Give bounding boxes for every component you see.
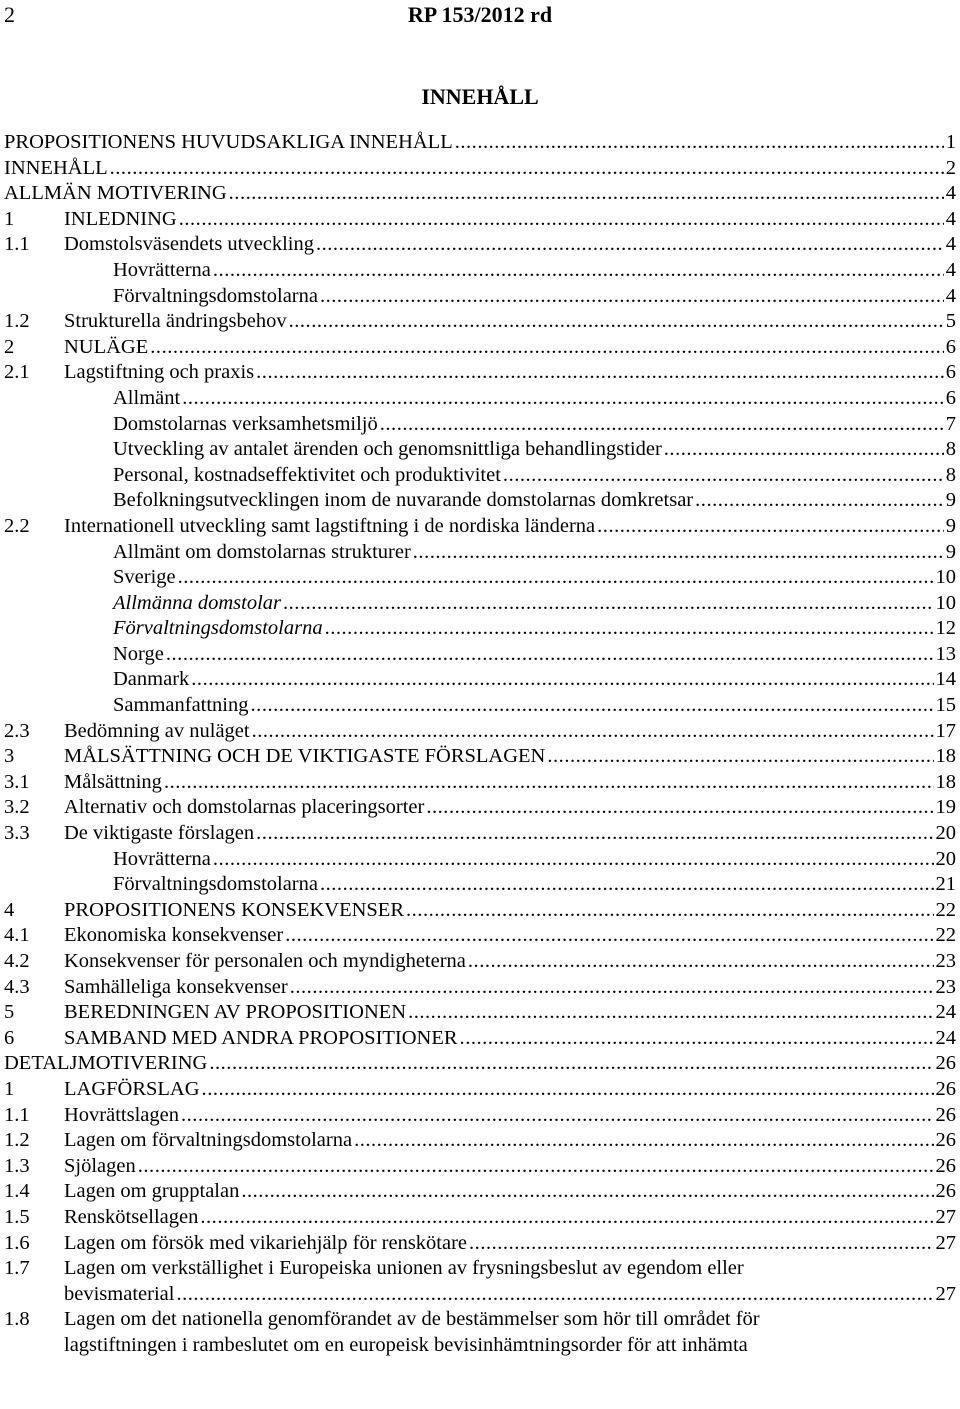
toc-entry[interactable] [4,591,956,617]
toc-entry[interactable] [4,719,956,745]
toc-entry[interactable] [4,975,956,1001]
toc-page-number: 10 [935,566,956,589]
toc-entry-title: Alternativ och domstolarnas placeringsorter [64,796,425,819]
toc-entry[interactable] [4,770,956,796]
toc-page-number: 4 [945,207,956,230]
toc-leader-dots [110,156,944,182]
toc-entry-body [64,360,956,386]
toc-leader-dots [138,1154,934,1180]
toc-entry-title: BEREDNINGEN AV PROPOSITIONEN [64,1001,407,1024]
toc-entry-number: 5 [4,1001,15,1024]
toc-entry-title: Utveckling av antalet ärenden och genomsnittliga behandlingstider [113,438,662,461]
toc-entry-title: Förvaltningsdomstolarna [113,873,318,896]
toc-entry-title: Renskötsellagen [64,1205,199,1228]
toc-entry-number: 1.2 [4,310,30,333]
toc-entry-number: 2.3 [4,719,30,742]
toc-entry-body [64,719,956,745]
toc-entry-number: 1.4 [4,1180,30,1203]
toc-entry-body [113,437,956,463]
toc-entry-title: Danmark [113,668,190,691]
toc-page-number: 6 [945,386,956,409]
toc-entry-title: Norge [113,642,164,665]
toc-entry-title: Lagen om det nationella genomförandet av de bestämmelser som hör till området för [64,1308,760,1331]
toc-entry[interactable] [4,1000,956,1026]
toc-entry[interactable] [4,437,956,463]
toc-entry-title: Hovrätterna [113,847,211,870]
toc-page-number: 23 [935,975,956,998]
toc-entry-number: 3.1 [4,770,30,793]
toc-entry-body [64,1128,956,1154]
toc-page-number: 24 [935,1026,956,1049]
toc-entry-title: Målsättning [64,770,162,793]
toc-page-number: 6 [945,335,956,358]
toc-entry-title: Internationell utveckling samt lagstiftning i de nordiska länderna [64,514,596,537]
toc-entry[interactable] [4,207,956,233]
toc-leader-dots [213,847,934,873]
toc-page-number: 4 [945,182,956,205]
toc-leader-dots [664,437,944,463]
toc-leader-dots [406,898,934,924]
toc-leader-dots [229,181,944,207]
toc-entry-number: 3.3 [4,822,30,845]
toc-entry[interactable] [4,872,956,898]
toc-entry-body [64,744,956,770]
toc-entry[interactable] [4,565,956,591]
toc-entry-title: Sjölagen [64,1154,136,1177]
toc-entry-number: 6 [4,1026,15,1049]
toc-entry-title: Befolkningsutvecklingen inom de nuvarande domstolarnas domkretsar [113,489,694,512]
toc-entry[interactable] [4,667,956,693]
toc-entry-title: Allmänt [113,386,181,409]
toc-leader-dots [413,540,944,566]
toc-page-number: 4 [945,233,956,256]
toc-leader-dots [256,821,933,847]
toc-page-number: 17 [935,719,956,742]
toc-page-number: 5 [945,310,956,333]
toc-entry-body [64,207,956,233]
toc-entry-body [113,616,956,642]
toc-leader-dots [241,1179,933,1205]
toc-entry[interactable] [4,463,956,489]
toc-entry-number: 1 [4,1077,15,1100]
toc-entry-title: Hovrättslagen [64,1103,179,1126]
toc-page-number: 23 [935,950,956,972]
toc-page-number: 21 [935,873,956,896]
toc-leader-dots [178,565,934,591]
toc-page-number: 8 [945,463,956,486]
toc-leader-dots [166,642,934,668]
toc-page-number: 7 [945,412,956,435]
toc-entry[interactable] [4,1103,956,1129]
toc-leader-dots [200,1205,933,1231]
toc-entry-title: SAMBAND MED ANDRA PROPOSITIONER [64,1026,458,1049]
toc-leader-dots [325,616,934,642]
toc-page-number: 22 [935,898,956,921]
toc-entry[interactable] [4,1205,956,1231]
toc-leader-dots [597,514,944,540]
toc-entry[interactable] [4,335,956,361]
toc-leader-dots [289,309,944,335]
toc-entry-title: PROPOSITIONENS KONSEKVENSER [64,898,404,921]
toc-page-number: 9 [945,540,956,563]
toc-page-number: 4 [945,258,956,281]
toc-entry[interactable] [4,309,956,335]
toc-page-number: 20 [935,847,956,870]
toc-entry-title: Sammanfattning [113,694,249,717]
toc-page-number: 19 [935,796,956,819]
toc-entry-body [113,284,956,310]
toc-entry[interactable] [4,1051,956,1077]
toc-entry-number: 4.1 [4,924,30,947]
toc-page-number: 8 [945,438,956,461]
toc-entry-body [113,258,956,284]
toc-entry-body [64,1307,956,1358]
toc-entry-body [4,181,956,207]
toc-leader-dots [426,795,933,821]
toc-entry[interactable] [4,1154,956,1180]
toc-leader-dots [460,1026,934,1052]
toc-leader-dots [290,975,934,1001]
toc-page-number: 4 [945,284,956,307]
toc-entry-number: 1 [4,207,15,230]
toc-entry-body [64,309,956,335]
toc-entry-body [113,488,956,514]
toc-leader-dots [150,335,943,361]
toc-leader-dots [469,1231,933,1257]
toc-leader-dots [468,949,934,975]
toc-entry-title: Personal, kostnadseffektivitet och produktivitet [113,463,501,486]
toc-entry-body [64,1205,956,1231]
toc-page-number: 24 [935,1001,956,1024]
toc-entry-body [64,1000,956,1026]
toc-leader-dots [285,923,933,949]
toc-entry-body [113,872,956,898]
toc-entry[interactable] [4,795,956,821]
toc-entry-title: Allmänt om domstolarnas strukturer [113,540,411,563]
toc-entry-title: Lagen om förvaltningsdomstolarna [64,1129,353,1152]
toc-page-number: 12 [935,617,956,640]
toc-page-number: 26 [935,1154,956,1177]
toc-entry-body [64,1179,956,1205]
toc-entry-title: Bedömning av nuläget [64,719,250,742]
toc-leader-dots [202,1077,934,1103]
toc-entry[interactable] [4,1128,956,1154]
toc-page-number: 14 [935,668,956,691]
toc-entry[interactable] [4,847,956,873]
toc-page-number: 27 [935,1282,956,1305]
table-of-contents [4,130,956,1359]
toc-page-number: 9 [945,514,956,537]
toc-entry[interactable] [4,744,956,770]
toc-entry-title: Samhälleliga konsekvenser [64,975,288,998]
toc-entry-number: 4.3 [4,975,30,998]
toc-entry[interactable] [4,514,956,540]
toc-entry-title: Förvaltningsdomstolarna [113,617,323,640]
toc-leader-dots [320,284,944,310]
toc-entry-title: Domstolarnas verksamhetsmiljö [113,412,378,435]
toc-page-number: 26 [935,1052,956,1075]
toc-entry-title: MÅLSÄTTNING OCH DE VIKTIGASTE FÖRSLAGEN [64,745,546,768]
toc-entry[interactable] [4,181,956,207]
toc-entry-body [64,1103,956,1129]
toc-leader-dots [213,258,944,284]
toc-entry-number: 1.3 [4,1154,30,1177]
toc-entry[interactable] [4,693,956,719]
toc-entry-body [64,1077,956,1103]
toc-page-number: 27 [935,1231,956,1254]
toc-entry-number: 1.2 [4,1129,30,1152]
toc-entry[interactable] [4,258,956,284]
toc-entry[interactable] [4,821,956,847]
toc-entry-body [64,923,956,949]
toc-entry-body [64,335,956,361]
toc-page-number: 2 [945,156,956,179]
toc-entry[interactable] [4,1077,956,1103]
toc-leader-dots [283,591,934,617]
toc-page-number: 20 [935,822,956,845]
toc-entry-title: Konsekvenser för personalen och myndigheterna [64,950,466,972]
toc-entry[interactable] [4,488,956,514]
toc-leader-dots [320,872,934,898]
page-number: 2 [4,2,15,27]
toc-entry-number: 1.5 [4,1205,30,1228]
toc-entry-body [113,693,956,719]
toc-entry-body [4,1051,956,1077]
toc-entry-body [113,412,956,438]
toc-entry-title-continued: lagstiftningen i rambeslutet om en europeisk bevisinhämtningsorder för att inhämta [64,1333,748,1356]
toc-leader-dots [209,1051,933,1077]
toc-entry-title: Lagstiftning och praxis [64,361,255,384]
toc-entry-body [64,975,956,1001]
toc-page-number: 6 [945,361,956,384]
toc-leader-dots [181,1103,934,1129]
toc-entry[interactable] [4,386,956,412]
toc-entry-title: NULÄGE [64,335,149,358]
toc-entry-title: PROPOSITIONENS HUVUDSAKLIGA INNEHÅLL [4,131,453,153]
toc-entry-title: Lagen om verkställighet i Europeiska unionen av frysningsbeslut av egendom eller [64,1257,744,1280]
toc-entry-body [113,667,956,693]
toc-entry[interactable] [4,616,956,642]
toc-page-number: 26 [935,1180,956,1203]
toc-page-number: 26 [935,1103,956,1126]
toc-entry-title: Sverige [113,566,176,589]
toc-entry-number: 1.7 [4,1257,30,1280]
toc-entry-number: 4 [4,898,15,921]
toc-leader-dots [408,1000,933,1026]
toc-entry-number: 2 [4,335,15,358]
toc-leader-dots [252,719,934,745]
toc-entry[interactable] [4,1179,956,1205]
toc-entry[interactable] [4,898,956,924]
toc-leader-dots [316,232,944,258]
toc-entry[interactable] [4,1026,956,1052]
toc-entry[interactable] [4,1307,956,1358]
toc-leader-dots [251,693,934,719]
toc-leader-dots [354,1128,933,1154]
toc-entry-body [64,1154,956,1180]
toc-entry-body [64,795,956,821]
toc-entry-title: ALLMÄN MOTIVERING [4,182,227,205]
toc-page-number: 26 [935,1077,956,1100]
toc-page-number: 22 [935,924,956,947]
toc-entry-body [64,898,956,924]
toc-page-number: 27 [935,1205,956,1228]
toc-entry-body [113,591,956,617]
toc-entry[interactable] [4,1256,956,1307]
toc-entry-body [64,1256,956,1307]
toc-page-number: 13 [935,642,956,665]
toc-entry-body [64,770,956,796]
toc-entry-body [113,540,956,566]
toc-entry-title: INNEHÅLL [4,156,108,179]
toc-entry-title: De viktigaste förslagen [64,822,255,845]
toc-entry-number: 1.1 [4,233,30,256]
toc-entry-body [64,1231,956,1257]
toc-entry-body [113,565,956,591]
toc-entry-body [113,642,956,668]
toc-entry-body [64,232,956,258]
toc-page-number: 10 [935,591,956,614]
toc-entry[interactable] [4,412,956,438]
toc-entry-number: 1.8 [4,1308,30,1331]
toc-entry[interactable] [4,156,956,182]
toc-entry-number: 2.2 [4,514,30,537]
toc-entry[interactable] [4,130,956,156]
toc-entry-number: 2.1 [4,361,30,384]
toc-entry[interactable] [4,540,956,566]
toc-entry-title: Hovrätterna [113,258,211,281]
toc-entry-number: 3.2 [4,796,30,819]
toc-entry[interactable] [4,949,956,975]
toc-entry-body [113,463,956,489]
toc-entry-number: 1.6 [4,1231,30,1254]
toc-entry-body [113,386,956,412]
toc-page-number: 18 [935,745,956,768]
toc-entry-number: 1.1 [4,1103,30,1126]
toc-entry[interactable] [4,284,956,310]
toc-entry-title: Lagen om grupptalan [64,1180,240,1203]
toc-leader-dots [547,744,933,770]
toc-leader-dots [191,667,933,693]
toc-leader-dots [695,488,944,514]
toc-entry-body [64,821,956,847]
toc-page-number: 9 [945,489,956,512]
toc-page-number: 15 [935,694,956,717]
toc-leader-dots [179,207,944,233]
toc-entry-body [64,1026,956,1052]
toc-entry-title: INLEDNING [64,207,177,230]
toc-page-number: 26 [935,1129,956,1152]
toc-entry-title: Domstolsväsendets utveckling [64,233,314,256]
toc-title: INNEHÅLL [421,84,539,109]
toc-leader-dots [503,463,944,489]
toc-entry[interactable] [4,360,956,386]
toc-leader-dots [256,360,944,386]
toc-entry-number: 4.2 [4,950,30,972]
toc-entry[interactable] [4,1231,956,1257]
toc-entry-body [4,130,956,156]
toc-entry[interactable] [4,923,956,949]
toc-entry-body [64,514,956,540]
toc-entry-body [4,156,956,182]
toc-entry-body [64,949,956,975]
toc-entry-number: 3 [4,745,15,768]
toc-entry-title-continued: bevismaterial [64,1282,175,1305]
toc-leader-dots [380,412,944,438]
toc-entry-body [113,847,956,873]
toc-page-number: 1 [945,131,956,153]
toc-page-number: 18 [935,770,956,793]
toc-entry-title: DETALJMOTIVERING [4,1052,208,1075]
toc-leader-dots [455,130,944,156]
toc-leader-dots [176,1282,933,1308]
toc-entry-title: Ekonomiska konsekvenser [64,924,284,947]
toc-entry-title: Allmänna domstolar [113,591,281,614]
toc-entry-title: Förvaltningsdomstolarna [113,284,318,307]
toc-entry-title: Strukturella ändringsbehov [64,310,287,333]
toc-entry-title: LAGFÖRSLAG [64,1077,200,1100]
toc-entry[interactable] [4,232,956,258]
toc-leader-dots [182,386,944,412]
toc-entry[interactable] [4,642,956,668]
running-header: RP 153/2012 rd [407,2,553,27]
toc-leader-dots [164,770,934,796]
toc-entry-title: Lagen om försök med vikariehjälp för renskötare [64,1231,468,1254]
